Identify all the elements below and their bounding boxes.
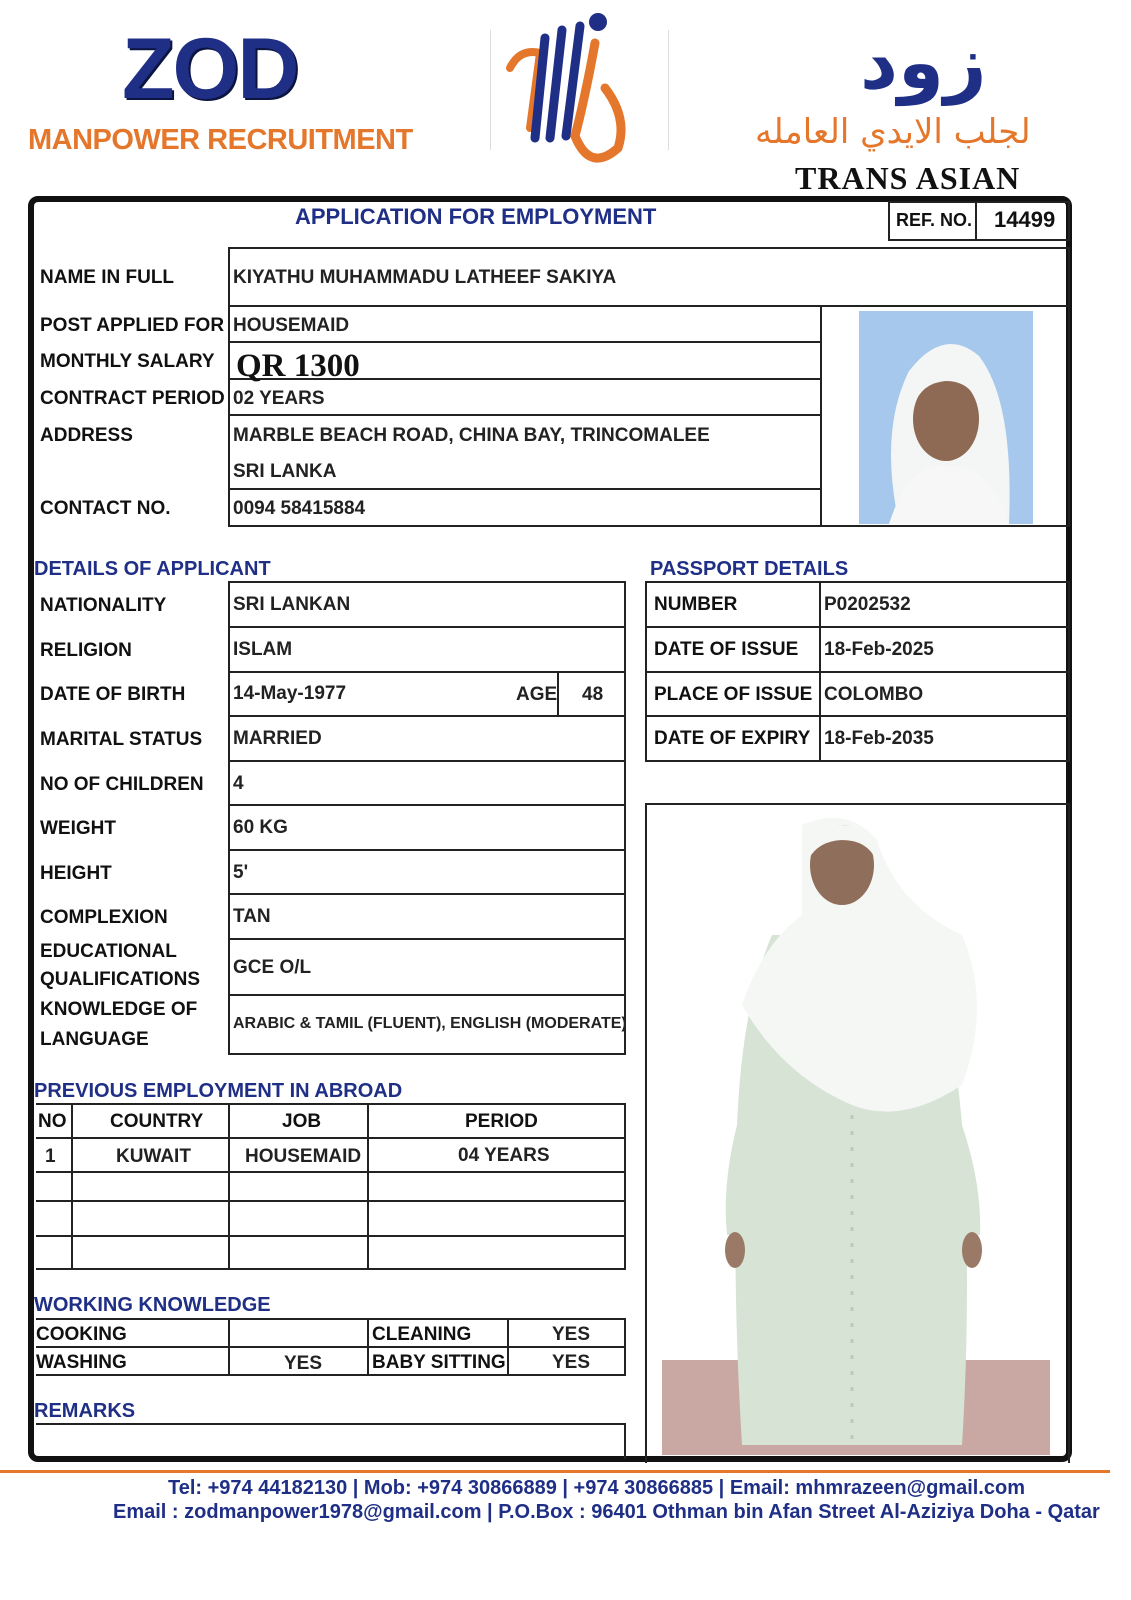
partner-name: TRANS ASIAN [795,160,1021,196]
language-label: KNOWLEDGE OF [40,999,198,1020]
religion-value: ISLAM [233,639,293,660]
baby-sitting-label: BABY SITTING [372,1352,506,1373]
contract-label: CONTRACT PERIOD [40,388,225,409]
height-value: 5' [233,862,249,883]
passport-place-value: COLOMBO [824,684,924,705]
nationality-label: NATIONALITY [40,595,167,616]
brand-arabic-name: زود [860,20,987,106]
washing-value: YES [284,1353,323,1374]
brand-arabic-tagline: لجلب الايدي العامله [755,112,1031,152]
weight-value: 60 KG [233,817,288,838]
contract-value: 02 YEARS [233,388,325,409]
skills-section-title: WORKING KNOWLEDGE [34,1294,271,1316]
employment-row-no: 1 [45,1146,56,1167]
complexion-label: COMPLEXION [40,907,168,928]
cleaning-label: CLEANING [372,1324,472,1345]
dob-label: DATE OF BIRTH [40,684,186,705]
brand-name: ZOD [122,21,298,117]
passport-number-value: P0202532 [824,594,911,615]
employment-section-title: PREVIOUS EMPLOYMENT IN ABROAD [34,1080,403,1102]
passport-expiry-label: DATE OF EXPIRY [654,728,811,749]
logo-divider [668,30,669,150]
baby-sitting-value: YES [552,1352,591,1373]
contact-value: 0094 58415884 [233,498,366,519]
cooking-label: COOKING [36,1324,127,1345]
applicant-full-photo [662,805,1050,1455]
post-label: POST APPLIED FOR [40,315,225,336]
children-label: NO OF CHILDREN [40,774,204,795]
nationality-value: SRI LANKAN [233,594,351,615]
remarks-section-title: REMARKS [34,1400,136,1422]
religion-label: RELIGION [40,640,132,661]
logo-divider [490,30,491,150]
ref-value: 14499 [994,207,1056,232]
salary-label: MONTHLY SALARY [40,351,215,372]
employment-header-country: COUNTRY [110,1111,204,1132]
dob-value: 14-May-1977 [233,683,347,704]
post-value: HOUSEMAID [233,315,350,336]
language-value: ARABIC & TAMIL (FLUENT), ENGLISH (MODERATE) [233,1015,627,1032]
passport-number-label: NUMBER [654,594,738,615]
passport-section-title: PASSPORT DETAILS [650,558,849,580]
cleaning-value: YES [552,1324,591,1345]
passport-issue-label: DATE OF ISSUE [654,639,799,660]
employment-header-job: JOB [282,1111,322,1132]
employment-header-no: NO [38,1111,67,1132]
education-label-2: QUALIFICATIONS [40,969,201,990]
marital-label: MARITAL STATUS [40,729,203,750]
employment-row-job: HOUSEMAID [245,1146,362,1167]
details-section-title: DETAILS OF APPLICANT [34,558,271,580]
employment-header-period: PERIOD [465,1111,538,1132]
marital-value: MARRIED [233,728,322,749]
info-block [228,305,822,527]
contact-label: CONTACT NO. [40,498,171,519]
address-label: ADDRESS [40,425,133,446]
complexion-value: TAN [233,906,271,927]
ref-label: REF. NO. [896,210,973,230]
name-value: KIYATHU MUHAMMADU LATHEEF SAKIYA [233,267,617,288]
footer-contact-line: Tel: +974 44182130 | Mob: +974 30866889 | +974 30866885 | Email: mhmrazeen@gmail.com [168,1477,1025,1499]
washing-label: WASHING [36,1352,127,1373]
age-label: AGE [516,684,558,705]
passport-expiry-value: 18-Feb-2035 [824,728,934,749]
name-label: NAME IN FULL [40,267,175,288]
brand-tagline: MANPOWER RECRUITMENT [28,124,413,156]
age-value: 48 [582,684,604,705]
salary-value: QR 1300 [236,348,360,384]
footer-divider [0,1470,1110,1473]
passport-place-label: PLACE OF ISSUE [654,684,813,705]
passport-issue-value: 18-Feb-2025 [824,639,934,660]
employment-row-country: KUWAIT [116,1146,191,1167]
children-value: 4 [233,773,244,794]
form-title: APPLICATION FOR EMPLOYMENT [295,204,657,229]
height-label: HEIGHT [40,863,112,884]
language-label-2: LANGUAGE [40,1029,149,1050]
applicant-portrait-photo [859,311,1033,524]
education-label: EDUCATIONAL [40,941,177,962]
weight-label: WEIGHT [40,818,116,839]
company-logo-icon [500,8,640,176]
employment-row-period: 04 YEARS [458,1145,550,1166]
footer-address-line: Email : zodmanpower1978@gmail.com | P.O.Box : 96401 Othman bin Afan Street Al-Aziziya Doha - Qatar [113,1501,1100,1523]
education-value: GCE O/L [233,957,312,978]
address-line-1: MARBLE BEACH ROAD, CHINA BAY, TRINCOMALEE [233,425,710,446]
address-line-2: SRI LANKA [233,461,337,482]
